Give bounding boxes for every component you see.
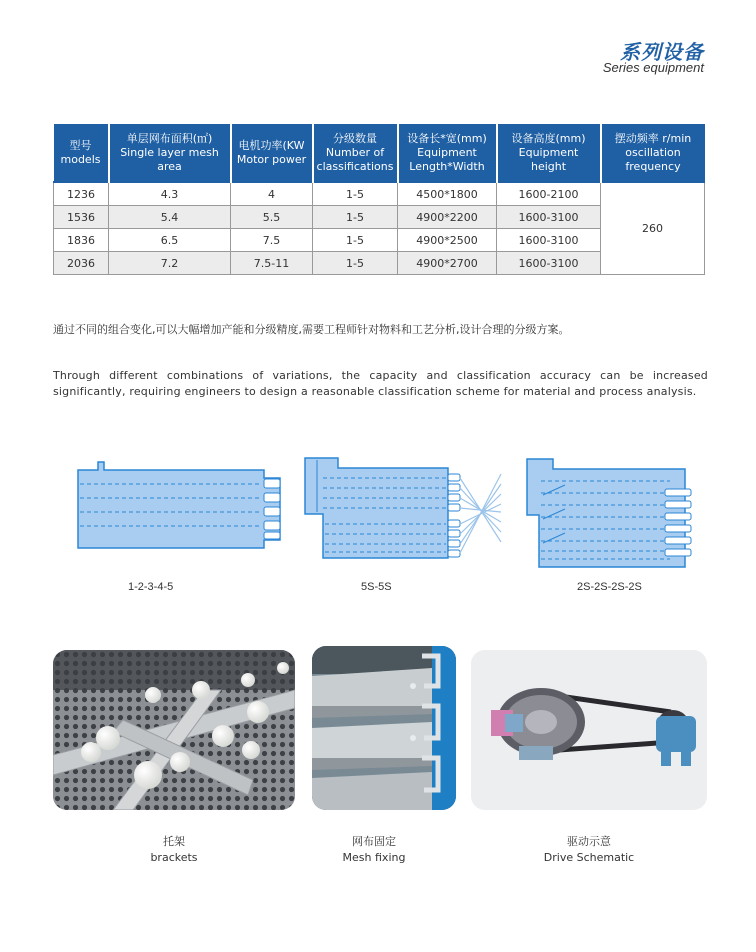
header-height: 设备高度(mm) Equipment height bbox=[497, 124, 601, 182]
drive-schematic-illustration bbox=[471, 650, 707, 810]
drive-schematic-caption-en: Drive Schematic bbox=[543, 851, 635, 864]
drive-schematic-caption-cn: 驱动示意 bbox=[567, 835, 611, 848]
cell-classifications: 1-5 bbox=[313, 229, 398, 252]
mesh-fixing-illustration bbox=[312, 646, 456, 810]
cell-classifications: 1-5 bbox=[313, 206, 398, 229]
mesh-fixing-caption-cn: 网布固定 bbox=[352, 835, 396, 848]
brackets-illustration bbox=[53, 650, 295, 810]
header-model: 型号 models bbox=[54, 124, 109, 182]
cell-mesh-area: 6.5 bbox=[109, 229, 231, 252]
cell-model: 1836 bbox=[54, 229, 109, 252]
cell-motor-power: 5.5 bbox=[231, 206, 313, 229]
cell-model: 2036 bbox=[54, 252, 109, 275]
diagram-caption-3: 2S-2S-2S-2S bbox=[577, 581, 642, 593]
cell-mesh-area: 5.4 bbox=[109, 206, 231, 229]
header-classifications: 分级数量 Number of classifications bbox=[313, 124, 398, 182]
section-title-cn: 系列设备 bbox=[620, 40, 704, 64]
cell-height: 1600-2100 bbox=[497, 182, 601, 206]
diagram-caption-2: 5S-5S bbox=[361, 581, 392, 593]
cell-length-width: 4900*2500 bbox=[398, 229, 497, 252]
diagram-caption-1: 1-2-3-4-5 bbox=[128, 581, 174, 593]
cell-classifications: 1-5 bbox=[313, 182, 398, 206]
cell-length-width: 4900*2200 bbox=[398, 206, 497, 229]
cell-mesh-area: 7.2 bbox=[109, 252, 231, 275]
section-title-en: Series equipment bbox=[602, 60, 704, 75]
brackets-caption-cn: 托架 bbox=[163, 835, 185, 848]
diagram-1-2-3-4-5 bbox=[76, 460, 286, 560]
description-en-line2: significantly, requiring engineers to design a reasonable classification scheme for material and process analysis. bbox=[53, 385, 697, 398]
header-mesh-area: 单层网布面积(㎡) Single layer mesh area bbox=[109, 124, 231, 182]
cell-height: 1600-3100 bbox=[497, 206, 601, 229]
header-frequency: 摆动频率 r/min oscillation frequency bbox=[601, 124, 705, 182]
cell-model: 1536 bbox=[54, 206, 109, 229]
cell-mesh-area: 4.3 bbox=[109, 182, 231, 206]
cell-frequency: 260 bbox=[601, 182, 705, 275]
cell-motor-power: 7.5 bbox=[231, 229, 313, 252]
drive-schematic-photo bbox=[471, 650, 707, 810]
mesh-fixing-photo bbox=[312, 646, 456, 810]
cell-model: 1236 bbox=[54, 182, 109, 206]
cell-length-width: 4900*2700 bbox=[398, 252, 497, 275]
cell-motor-power: 7.5-11 bbox=[231, 252, 313, 275]
brackets-photo bbox=[53, 650, 295, 810]
header-motor-power: 电机功率(KW Motor power bbox=[231, 124, 313, 182]
description-en-line1: Through different combinations of variations, the capacity and classification accuracy can be increased bbox=[53, 369, 708, 382]
cell-height: 1600-3100 bbox=[497, 229, 601, 252]
drive-schematic-caption bbox=[471, 834, 707, 866]
brackets-caption-en: brackets bbox=[150, 851, 198, 864]
header-length-width: 设备长*宽(mm) Equipment Length*Width bbox=[398, 124, 497, 182]
mesh-fixing-caption-en: Mesh fixing bbox=[342, 851, 406, 864]
description-cn: 通过不同的组合变化,可以大幅增加产能和分级精度,需要工程师针对物料和工艺分析,设计合理的分级方案。 bbox=[53, 323, 570, 336]
mesh-fixing-caption bbox=[312, 834, 436, 866]
description-en bbox=[53, 368, 708, 400]
diagram-5s-5s bbox=[303, 454, 508, 569]
cell-length-width: 4500*1800 bbox=[398, 182, 497, 206]
spec-table bbox=[53, 124, 705, 275]
cell-classifications: 1-5 bbox=[313, 252, 398, 275]
table-header-row bbox=[54, 124, 705, 182]
cell-height: 1600-3100 bbox=[497, 252, 601, 275]
diagram-2s-2s-2s-2s bbox=[525, 455, 695, 570]
cell-motor-power: 4 bbox=[231, 182, 313, 206]
brackets-caption bbox=[53, 834, 295, 866]
table-row bbox=[54, 182, 705, 206]
